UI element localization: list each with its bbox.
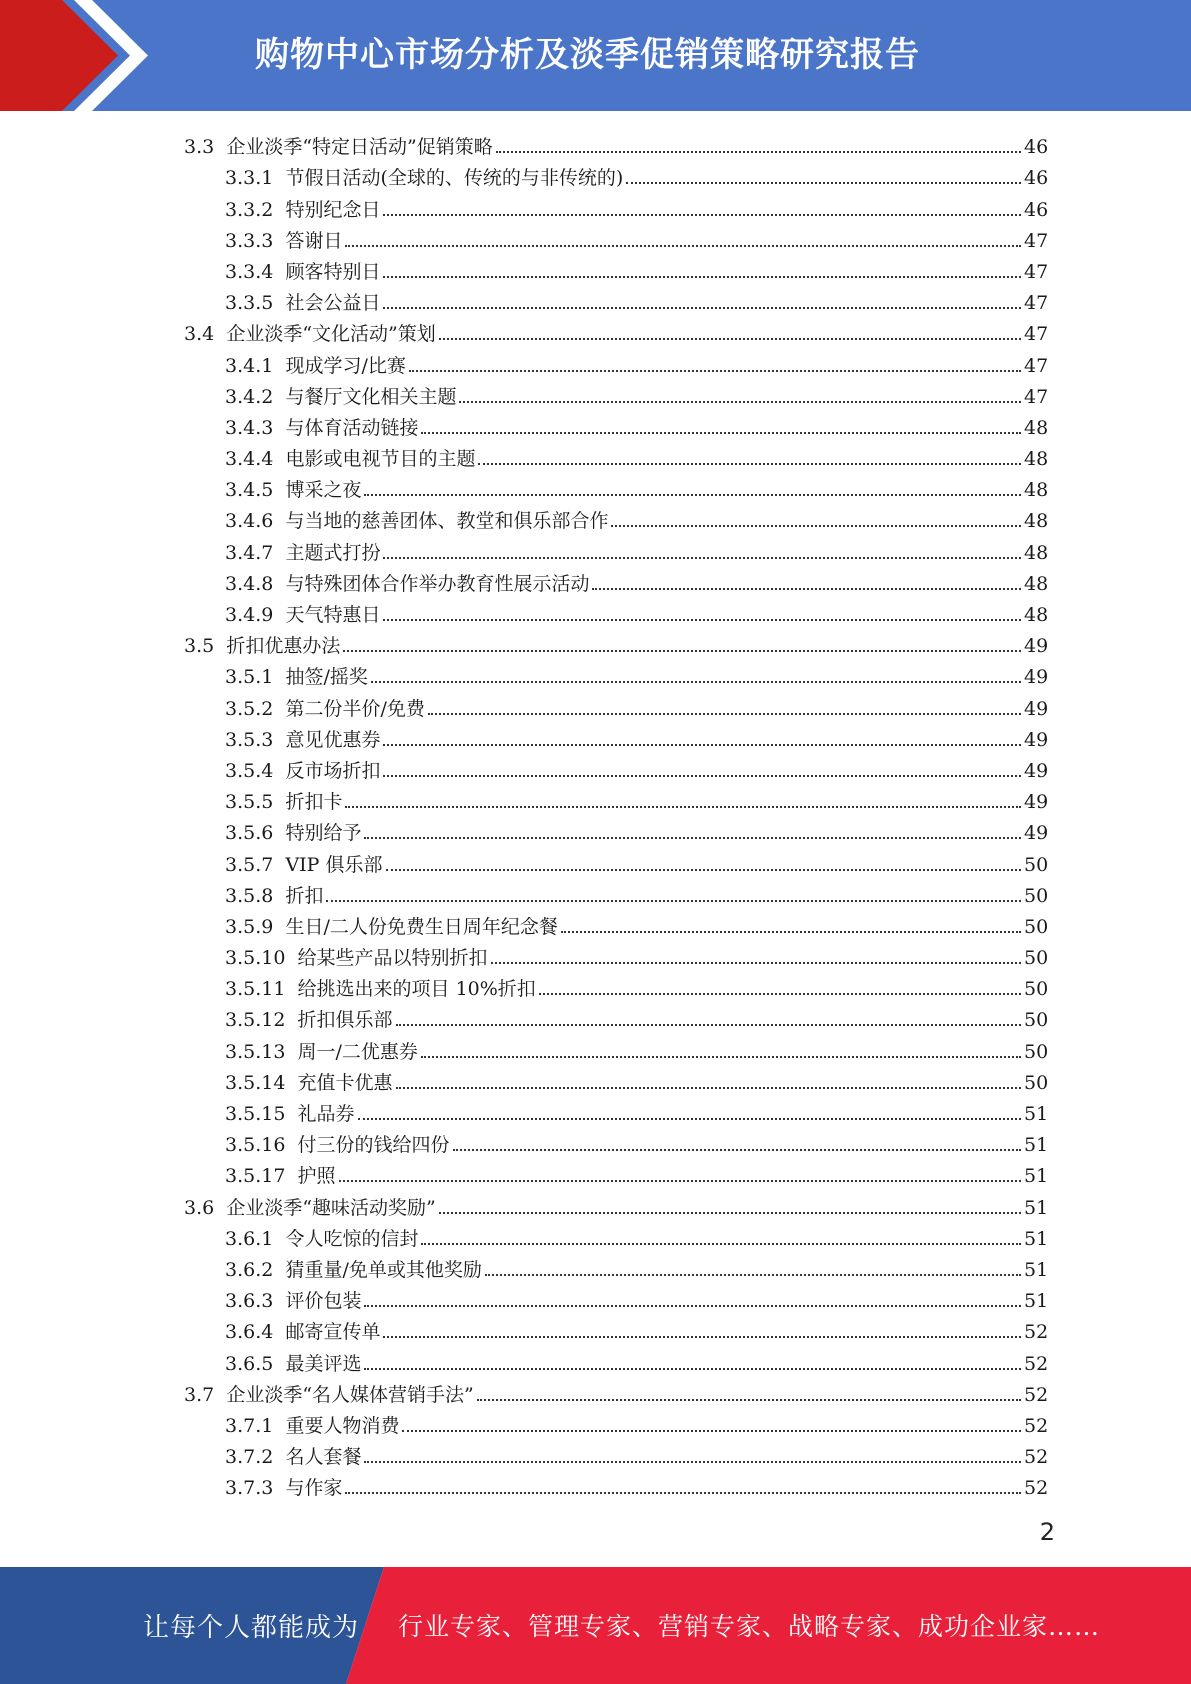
toc-entry-page: 49 — [1024, 728, 1049, 751]
toc-entry[interactable] — [0, 378, 1191, 409]
dot-leader — [409, 370, 1021, 372]
dot-leader — [496, 151, 1021, 153]
dot-leader — [439, 338, 1021, 340]
toc-entry-number: 3.7.3 — [225, 1477, 274, 1500]
toc-entry-label: 企业淡季“趣味活动奖励” — [226, 1196, 436, 1219]
dot-leader — [396, 1087, 1021, 1089]
toc-entry[interactable] — [0, 1220, 1191, 1251]
toc-entry[interactable] — [0, 1001, 1191, 1032]
toc-entry-label: 折扣优惠办法 — [226, 635, 341, 658]
toc-entry-page: 47 — [1024, 229, 1049, 252]
toc-entry-page: 52 — [1024, 1414, 1049, 1437]
toc-entry-number: 3.4.9 — [225, 604, 274, 626]
page-number: 2 — [1039, 1518, 1055, 1546]
toc-entry[interactable] — [0, 346, 1191, 377]
toc-entry[interactable] — [0, 409, 1191, 440]
toc-entry-number: 3.7.1 — [225, 1414, 274, 1437]
report-title: 购物中心市场分析及淡季促销策略研究报告 — [255, 35, 920, 75]
dot-leader — [611, 525, 1021, 527]
toc-entry-number: 3.3.2 — [225, 198, 274, 221]
toc-entry-label: 名人套餐 — [285, 1446, 362, 1469]
toc-entry-page: 50 — [1024, 978, 1049, 1001]
dot-leader — [383, 307, 1021, 309]
toc-entry-page: 47 — [1024, 354, 1049, 377]
toc-entry[interactable] — [0, 939, 1191, 970]
toc-entry-page: 50 — [1024, 1071, 1049, 1094]
dot-leader — [383, 775, 1021, 777]
toc-entry-number: 3.5 — [184, 635, 215, 658]
table-of-contents — [0, 128, 1191, 1500]
dot-leader — [402, 1430, 1021, 1432]
toc-entry-page: 49 — [1024, 697, 1049, 720]
toc-entry-label: 第二份半价/免费 — [285, 697, 425, 720]
dot-leader — [345, 806, 1021, 808]
toc-entry-page: 48 — [1024, 604, 1049, 626]
dot-leader — [326, 900, 1021, 902]
toc-entry-label: 礼品券 — [297, 1103, 355, 1125]
toc-entry[interactable] — [0, 1251, 1191, 1282]
toc-entry-page: 48 — [1024, 448, 1049, 471]
toc-entry-label: 生日/二人份免费生日周年纪念餐 — [285, 915, 558, 938]
toc-entry-label: 评价包装 — [285, 1290, 362, 1313]
dot-leader — [371, 681, 1021, 683]
dot-leader — [364, 1368, 1021, 1370]
toc-entry-number: 3.5.17 — [225, 1165, 286, 1188]
toc-entry-label: 给某些产品以特别折扣 — [297, 947, 488, 970]
toc-entry-page: 52 — [1024, 1352, 1049, 1375]
toc-entry-number: 3.5.2 — [225, 697, 274, 720]
dot-leader — [383, 744, 1021, 746]
toc-entry-page: 49 — [1024, 759, 1049, 782]
dot-leader — [421, 1243, 1021, 1245]
toc-entry-label: 节假日活动(全球的、传统的与非传统的) — [285, 167, 624, 190]
dot-leader — [439, 1212, 1021, 1214]
toc-entry[interactable] — [0, 1064, 1191, 1095]
toc-entry[interactable] — [0, 814, 1191, 845]
toc-entry-label: 令人吃惊的信封 — [285, 1227, 419, 1250]
dot-leader — [459, 401, 1021, 403]
toc-entry-page: 49 — [1024, 635, 1049, 658]
toc-entry[interactable] — [0, 1469, 1191, 1500]
toc-entry[interactable] — [0, 502, 1191, 533]
toc-entry-page: 49 — [1024, 666, 1049, 689]
toc-entry-label: 折扣 — [285, 884, 324, 907]
toc-entry[interactable] — [0, 1188, 1191, 1219]
toc-entry-page: 50 — [1024, 884, 1049, 907]
toc-entry[interactable] — [0, 533, 1191, 564]
toc-entry[interactable] — [0, 284, 1191, 315]
toc-entry-page: 50 — [1024, 1040, 1049, 1063]
toc-entry-number: 3.5.11 — [225, 978, 286, 1001]
dot-leader — [364, 494, 1021, 496]
toc-entry-label: 特别纪念日 — [285, 198, 381, 221]
toc-entry-number: 3.3.3 — [225, 229, 274, 252]
toc-entry-label: 与特殊团体合作举办教育性展示活动 — [285, 572, 590, 595]
dot-leader — [345, 245, 1021, 247]
toc-entry-page: 48 — [1024, 510, 1049, 533]
toc-entry-label: 折扣卡 — [285, 791, 343, 814]
toc-entry-page: 52 — [1024, 1321, 1049, 1344]
dot-leader — [343, 650, 1021, 652]
dot-leader — [485, 1274, 1021, 1276]
toc-entry-label: VIP 俱乐部 — [285, 853, 383, 876]
toc-entry[interactable] — [0, 1344, 1191, 1375]
toc-entry[interactable] — [0, 1407, 1191, 1438]
toc-entry-page: 48 — [1024, 416, 1049, 439]
dot-leader — [386, 869, 1021, 871]
toc-entry-page: 50 — [1024, 915, 1049, 938]
toc-entry-number: 3.3.4 — [225, 260, 274, 283]
toc-entry-number: 3.5.8 — [225, 884, 274, 907]
dot-leader — [339, 1180, 1021, 1182]
toc-entry[interactable] — [0, 1438, 1191, 1469]
toc-entry-label: 现成学习/比赛 — [285, 354, 406, 377]
toc-entry[interactable] — [0, 471, 1191, 502]
toc-entry-label: 意见优惠券 — [285, 728, 381, 751]
toc-entry-number: 3.4.4 — [225, 448, 274, 471]
toc-entry-page: 49 — [1024, 791, 1049, 814]
toc-entry-number: 3.4.8 — [225, 572, 274, 595]
page-footer — [0, 1567, 1191, 1684]
toc-entry-number: 3.6 — [184, 1196, 215, 1219]
toc-entry-page: 50 — [1024, 1009, 1049, 1032]
toc-entry[interactable] — [0, 190, 1191, 221]
toc-entry[interactable] — [0, 1032, 1191, 1063]
toc-entry-page: 47 — [1024, 323, 1049, 346]
toc-entry-number: 3.4.7 — [225, 541, 274, 564]
toc-entry-label: 抽签/摇奖 — [285, 666, 368, 689]
toc-entry-number: 3.4.3 — [225, 416, 274, 439]
toc-entry-page: 49 — [1024, 822, 1049, 845]
toc-entry-label: 最美评选 — [285, 1352, 362, 1375]
toc-entry[interactable] — [0, 128, 1191, 159]
toc-entry-label: 社会公益日 — [285, 292, 381, 315]
toc-entry-label: 天气特惠日 — [285, 604, 381, 626]
dot-leader — [626, 182, 1021, 184]
toc-entry-label: 主题式打扮 — [285, 541, 381, 564]
toc-entry-page: 47 — [1024, 385, 1049, 408]
toc-entry[interactable] — [0, 222, 1191, 253]
toc-entry[interactable] — [0, 877, 1191, 908]
toc-entry-number: 3.6.2 — [225, 1258, 274, 1281]
toc-entry[interactable] — [0, 1282, 1191, 1313]
footer-roles: 行业专家、管理专家、营销专家、战略专家、成功企业家…… — [398, 1612, 1101, 1641]
toc-entry-number: 3.5.15 — [225, 1103, 286, 1125]
toc-entry-number: 3.3.1 — [225, 167, 274, 190]
toc-entry[interactable] — [0, 689, 1191, 720]
toc-entry-label: 与当地的慈善团体、教堂和俱乐部合作 — [285, 510, 609, 533]
toc-entry-label: 折扣俱乐部 — [297, 1009, 393, 1032]
toc-entry-label: 电影或电视节目的主题 — [285, 448, 476, 471]
toc-entry-number: 3.3.5 — [225, 292, 274, 315]
dot-leader — [491, 962, 1021, 964]
toc-entry[interactable] — [0, 1095, 1191, 1126]
toc-entry-page: 51 — [1024, 1227, 1049, 1250]
toc-entry-page: 52 — [1024, 1383, 1049, 1406]
toc-entry-page: 51 — [1024, 1165, 1049, 1188]
toc-entry-page: 52 — [1024, 1477, 1049, 1500]
toc-entry-number: 3.5.7 — [225, 853, 274, 876]
toc-entry[interactable] — [0, 159, 1191, 190]
toc-entry-page: 47 — [1024, 260, 1049, 283]
toc-entry[interactable] — [0, 1126, 1191, 1157]
toc-entry-label: 护照 — [297, 1165, 336, 1188]
page-header — [0, 0, 1191, 111]
toc-entry[interactable] — [0, 752, 1191, 783]
toc-entry-number: 3.5.1 — [225, 666, 274, 689]
toc-entry-page: 47 — [1024, 292, 1049, 315]
toc-entry-page: 48 — [1024, 572, 1049, 595]
dot-leader — [421, 432, 1021, 434]
toc-entry-number: 3.5.16 — [225, 1134, 286, 1157]
toc-entry-label: 付三份的钱给四份 — [297, 1134, 450, 1157]
dot-leader — [364, 1305, 1021, 1307]
dot-leader — [364, 1461, 1021, 1463]
toc-entry-number: 3.6.4 — [225, 1321, 274, 1344]
toc-entry-page: 52 — [1024, 1446, 1049, 1469]
toc-entry[interactable] — [0, 970, 1191, 1001]
toc-entry-number: 3.5.14 — [225, 1071, 286, 1094]
toc-entry-label: 充值卡优惠 — [297, 1071, 393, 1094]
toc-entry-number: 3.3 — [184, 136, 215, 159]
toc-entry-page: 46 — [1024, 198, 1049, 221]
toc-entry-label: 特别给予 — [285, 822, 362, 845]
toc-entry[interactable] — [0, 908, 1191, 939]
dot-leader — [539, 993, 1021, 995]
toc-entry[interactable] — [0, 627, 1191, 658]
toc-entry[interactable] — [0, 1313, 1191, 1344]
toc-entry[interactable] — [0, 1376, 1191, 1407]
toc-entry-number: 3.4.2 — [225, 385, 274, 408]
dot-leader — [561, 931, 1021, 933]
toc-entry-label: 答谢日 — [285, 229, 343, 252]
toc-entry-number: 3.4 — [184, 323, 215, 346]
toc-entry-label: 企业淡季“特定日活动”促销策略 — [226, 136, 493, 159]
toc-entry[interactable] — [0, 1157, 1191, 1188]
toc-entry-label: 与餐厅文化相关主题 — [285, 385, 457, 408]
footer-slogan: 让每个人都能成为 — [143, 1613, 360, 1643]
toc-entry-number: 3.5.12 — [225, 1009, 286, 1032]
dot-leader — [383, 1336, 1021, 1338]
toc-entry-number: 3.4.1 — [225, 354, 274, 377]
toc-entry-label: 与作家 — [285, 1477, 343, 1500]
toc-entry-number: 3.5.10 — [225, 947, 286, 970]
toc-entry-page: 48 — [1024, 541, 1049, 564]
toc-entry[interactable] — [0, 658, 1191, 689]
toc-entry[interactable] — [0, 783, 1191, 814]
toc-entry-number: 3.7.2 — [225, 1446, 274, 1469]
toc-entry[interactable] — [0, 315, 1191, 346]
toc-entry-number: 3.6.1 — [225, 1227, 274, 1250]
toc-entry-label: 与体育活动链接 — [285, 416, 419, 439]
dot-leader — [477, 1399, 1021, 1401]
toc-entry-number: 3.5.5 — [225, 791, 274, 814]
dot-leader — [383, 214, 1021, 216]
dot-leader — [428, 713, 1021, 715]
toc-entry-label: 企业淡季“名人媒体营销手法” — [226, 1383, 474, 1406]
dot-leader — [453, 1149, 1021, 1151]
toc-entry[interactable] — [0, 721, 1191, 752]
toc-entry-label: 顾客特别日 — [285, 260, 381, 283]
toc-entry-page: 51 — [1024, 1196, 1049, 1219]
dot-leader — [383, 619, 1021, 621]
toc-entry[interactable] — [0, 253, 1191, 284]
toc-entry-number: 3.4.5 — [225, 479, 274, 502]
toc-entry[interactable] — [0, 440, 1191, 471]
dot-leader — [478, 463, 1021, 465]
toc-entry-label: 反市场折扣 — [285, 759, 381, 782]
toc-entry-label: 博采之夜 — [285, 479, 362, 502]
toc-entry-number: 3.4.6 — [225, 510, 274, 533]
toc-entry-page: 51 — [1024, 1134, 1049, 1157]
toc-entry-label: 重要人物消费 — [285, 1414, 400, 1437]
toc-entry-label: 给挑选出来的项目 10%折扣 — [297, 978, 536, 1001]
dot-leader — [396, 1024, 1021, 1026]
toc-entry-number: 3.5.4 — [225, 759, 274, 782]
chevron-arrow-icon — [0, 0, 160, 111]
toc-entry-number: 3.5.3 — [225, 728, 274, 751]
toc-entry-number: 3.6.3 — [225, 1290, 274, 1313]
dot-leader — [592, 588, 1021, 590]
toc-entry-page: 46 — [1024, 167, 1049, 190]
dot-leader — [421, 1056, 1021, 1058]
toc-entry[interactable] — [0, 565, 1191, 596]
toc-entry-number: 3.5.13 — [225, 1040, 286, 1063]
dot-leader — [345, 1492, 1021, 1494]
toc-entry-page: 51 — [1024, 1258, 1049, 1281]
toc-entry-page: 50 — [1024, 853, 1049, 876]
toc-entry-page: 48 — [1024, 479, 1049, 502]
toc-entry-label: 猜重量/免单或其他奖励 — [285, 1258, 482, 1281]
dot-leader — [383, 557, 1021, 559]
dot-leader — [364, 837, 1021, 839]
toc-entry-number: 3.7 — [184, 1383, 215, 1406]
toc-entry-label: 邮寄宣传单 — [285, 1321, 381, 1344]
toc-entry-label: 周一/二优惠券 — [297, 1040, 418, 1063]
toc-entry-page: 46 — [1024, 136, 1049, 159]
toc-entry[interactable] — [0, 596, 1191, 627]
toc-entry-page: 51 — [1024, 1290, 1049, 1313]
dot-leader — [383, 276, 1021, 278]
toc-entry-page: 51 — [1024, 1103, 1049, 1125]
toc-entry-number: 3.5.6 — [225, 822, 274, 845]
toc-entry-number: 3.5.9 — [225, 915, 274, 938]
toc-entry[interactable] — [0, 845, 1191, 876]
toc-entry-number: 3.6.5 — [225, 1352, 274, 1375]
dot-leader — [358, 1118, 1021, 1120]
toc-entry-page: 50 — [1024, 947, 1049, 970]
toc-entry-label: 企业淡季“文化活动”策划 — [226, 323, 436, 346]
